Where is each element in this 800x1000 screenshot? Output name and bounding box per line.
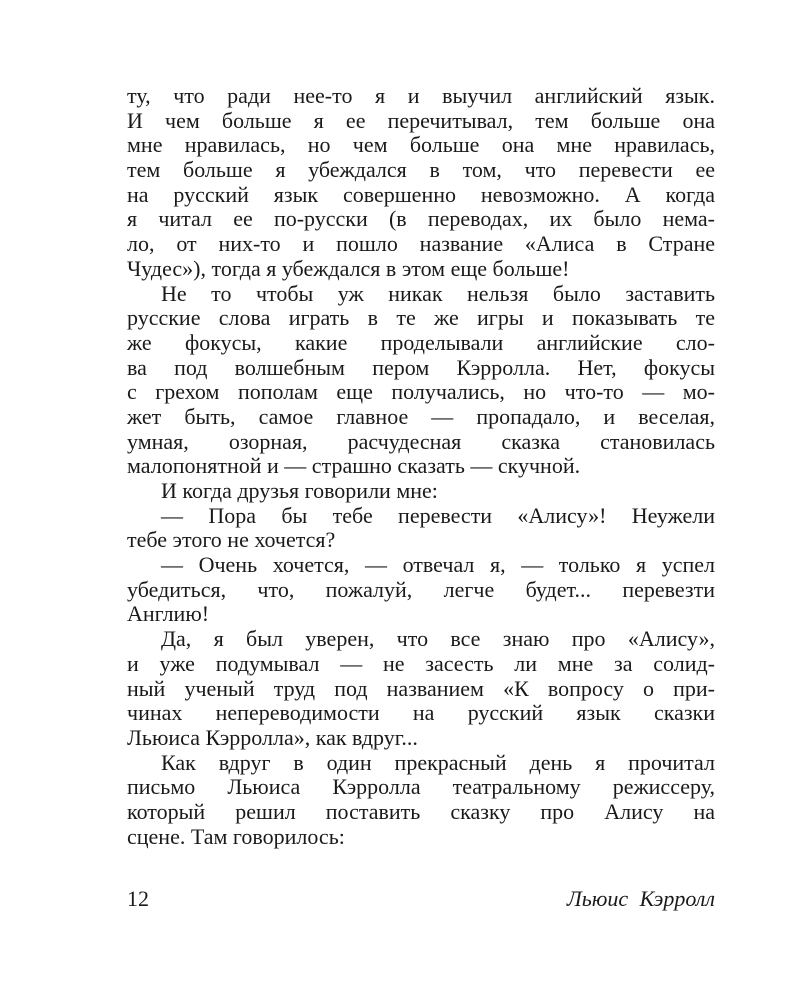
text-line: и уже подумывал — не засесть ли мне за солид-	[127, 650, 715, 676]
text-line: русские слова играть в те же игры и показывать те	[127, 305, 715, 331]
text-line: малопонятной и — страшно сказать — скучной.	[127, 453, 581, 479]
text-line: же фокусы, какие проделывали английские сло-	[127, 329, 715, 355]
text-line: я читал ее по-русски (в переводах, их было нема-	[127, 206, 715, 232]
text-line: на русский язык совершенно невозможно. А когда	[127, 181, 715, 207]
text-line: Не то чтобы уж никак нельзя было заставить	[161, 280, 715, 306]
running-footer-author: Льюис Кэрролл	[566, 886, 715, 911]
text-line: тебе этого не хочется?	[127, 527, 336, 553]
text-line: И когда друзья говорили мне:	[161, 478, 438, 503]
text-line: — Очень хочется, — отвечал я, — только я успел	[161, 552, 715, 578]
body-text	[127, 84, 715, 849]
text-line: ло, от них-то и пошло название «Алиса в Стране	[127, 231, 715, 257]
text-line: мне нравилась, но чем больше она мне нравилась,	[127, 132, 715, 158]
text-line: — Пора бы тебе перевести «Алису»! Неужели	[161, 502, 715, 528]
text-line: письмо Льюиса Кэрролла театральному режиссеру,	[127, 774, 715, 800]
text-line: ту, что ради нее-то я и выучил английский язык.	[127, 83, 715, 108]
text-line: ва под волшебным пером Кэрролла. Нет, фокусы	[127, 354, 715, 380]
text-line: убедиться, что, пожалуй, легче будет... перевезти	[127, 576, 715, 602]
text-line: жет быть, самое главное — пропадало, и веселая,	[127, 403, 715, 429]
text-line: И чем больше я ее перечитывал, тем больше она	[127, 107, 715, 133]
text-line: с грехом пополам еще получались, но что-то — мо-	[127, 379, 715, 405]
text-line: чинах непереводимости на русский язык сказки	[127, 700, 715, 726]
text-line: Льюиса Кэрролла», как вдруг...	[127, 724, 418, 750]
text-line: Англию!	[127, 601, 210, 627]
text-line: Чудес»), тогда я убеждался в этом еще больше!	[127, 255, 570, 281]
text-line: Как вдруг в один прекрасный день я прочитал	[161, 749, 715, 775]
text-line: ный ученый труд под названием «К вопросу о при-	[127, 675, 715, 701]
text-line: сцене. Там говорилось:	[127, 823, 345, 849]
text-line: тем больше я убеждался в том, что перевести ее	[127, 157, 715, 183]
page-number: 12	[127, 886, 149, 911]
text-line: умная, озорная, расчудесная сказка становилась	[127, 428, 715, 454]
text-line: Да, я был уверен, что все знаю про «Алису»,	[161, 626, 715, 652]
text-line: который решил поставить сказку про Алису на	[127, 798, 715, 824]
